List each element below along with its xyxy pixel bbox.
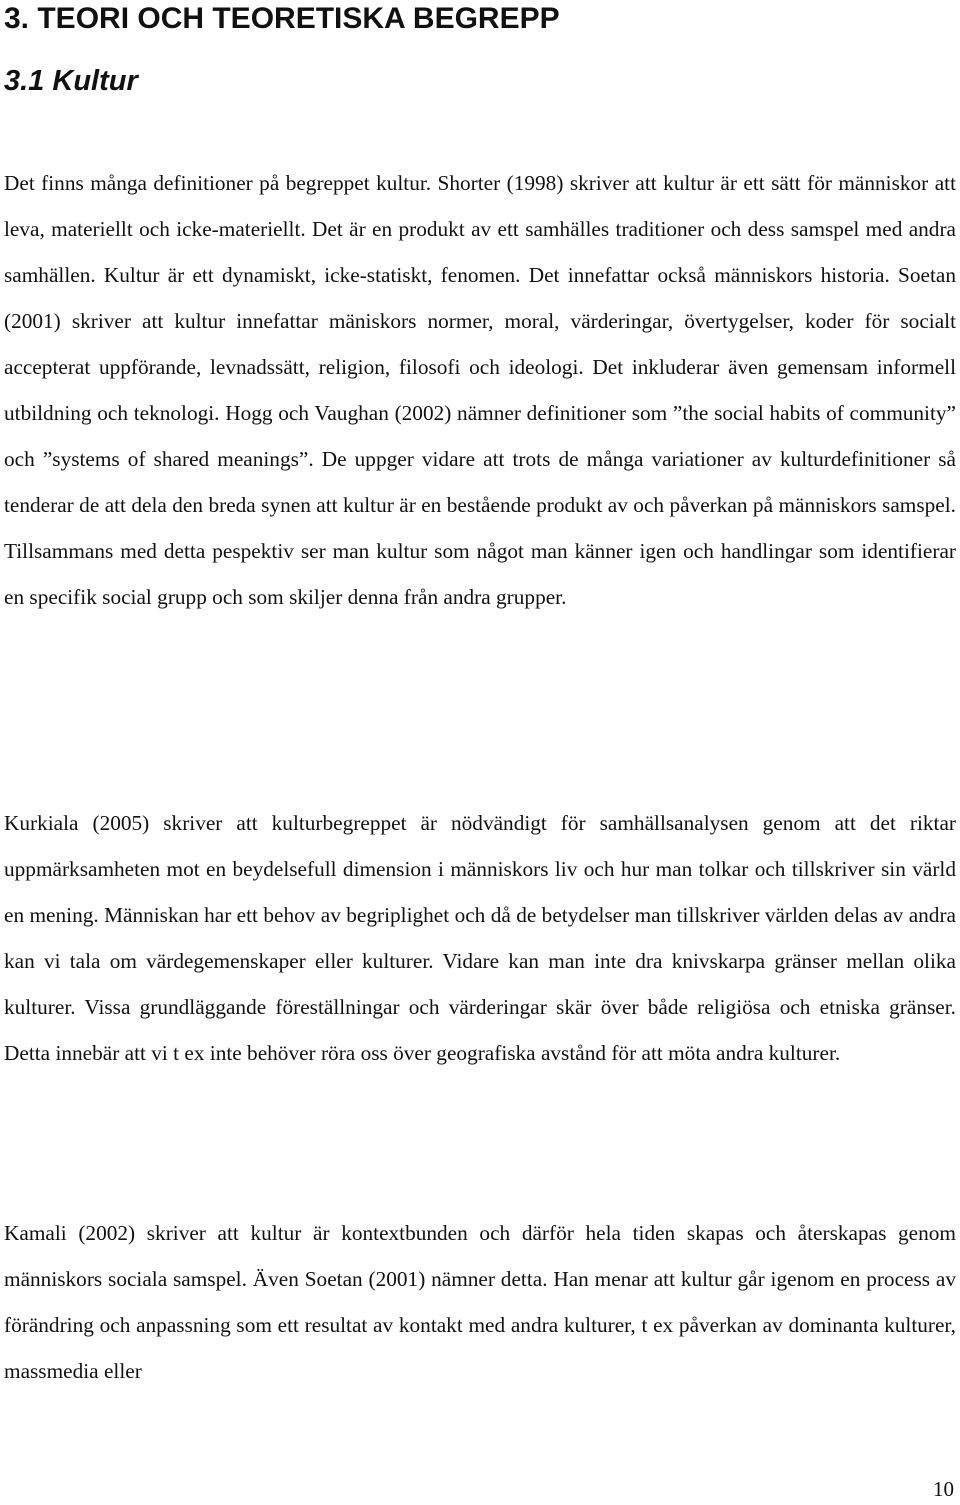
chapter-heading: 3. TEORI OCH TEORETISKA BEGREPP xyxy=(4,2,560,35)
page-number: 10 xyxy=(933,1477,954,1501)
body-paragraph-3: Kamali (2002) skriver att kultur är kontextbunden och därför hela tiden skapas och återskapas genom människors sociala samspel. Även Soetan (2001) nämner detta. Han menar att kultur går igenom en process av förändring och anpassning som ett resultat av kontakt med andra kulturer, t ex påverkan av dominanta kulturer, massmedia eller xyxy=(4,1221,956,1383)
body-paragraph-1: Det finns många definitioner på begreppet kultur. Shorter (1998) skriver att kultur är ett sätt för människor att leva, materiellt och icke-materiellt. Det är en produkt av ett samhälles traditioner och dess samspel med andra samhällen. Kultur är ett dynamiskt, icke-statiskt, fenomen. Det innefattar också människors historia. Soetan (2001) skriver att kultur innefattar mäniskors normer, moral, värderingar, övertygelser, koder för socialt accepterat uppförande, levnadssätt, religion, filosofi och ideologi. Det inkluderar även gemensam informell utbildning och teknologi. Hogg och Vaughan (2002) nämner definitioner som ”the social habits of community” och ”systems of shared meanings”. De uppger vidare att trots de många variationer av kulturdefinitioner så tenderar de att dela den breda synen att kultur är en bestående produkt av och påverkan på människors samspel. Tillsammans med detta pespektiv ser man kultur som något man känner igen och handlingar som identifierar en specifik social grupp och som skiljer denna från andra grupper. xyxy=(4,171,956,609)
section-heading: 3.1 Kultur xyxy=(4,65,138,97)
body-paragraph-2: Kurkiala (2005) skriver att kulturbegreppet är nödvändigt för samhällsanalysen genom att det riktar uppmärksamheten mot en beydelsefull dimension i människors liv och hur man tolkar och tillskriver sin värld en mening. Människan har ett behov av begriplighet och då de betydelser man tillskriver världen delas av andra kan vi tala om värdegemenskaper eller kulturer. Vidare kan man inte dra knivskarpa gränser mellan olika kulturer. Vissa grundläggande föreställningar och värderingar skär över både religiösa och etniska gränser. Detta innebär att vi t ex inte behöver röra oss över geografiska avstånd för att möta andra kulturer. xyxy=(4,811,956,1065)
